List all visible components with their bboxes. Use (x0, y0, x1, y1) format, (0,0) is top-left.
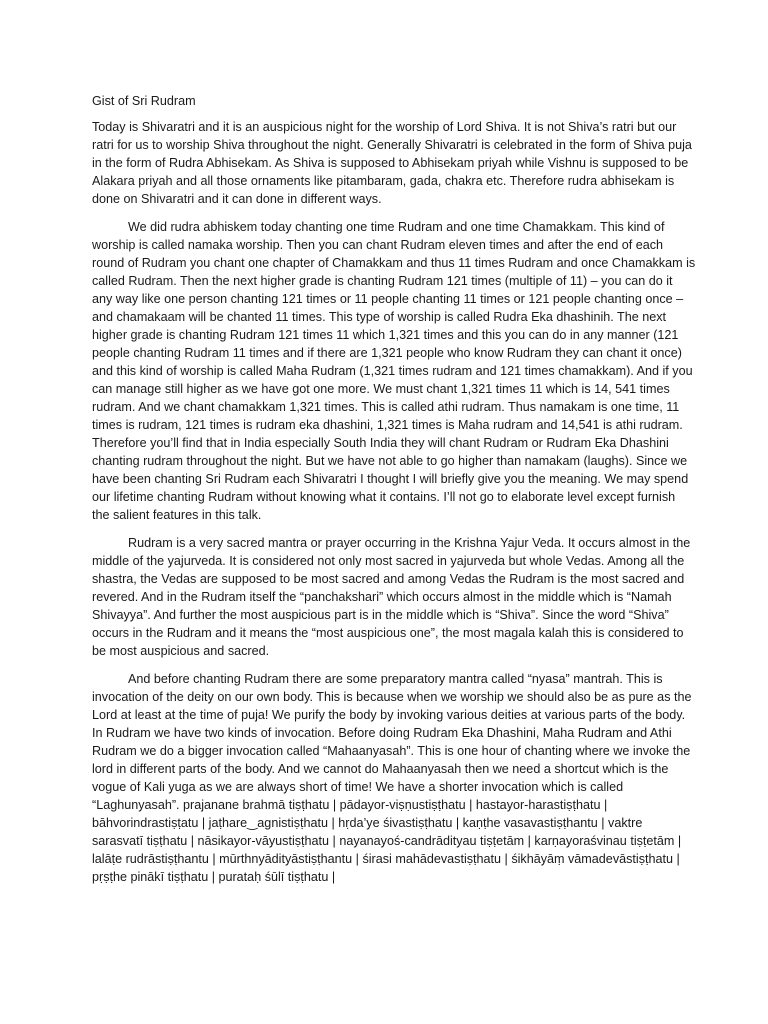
paragraph-intro: Today is Shivaratri and it is an auspicious night for the worship of Lord Shiva. It is not Shiva’s ratri but our ratri for us to worship Shiva throughout the night. Generally Shivaratri is celebrated in the form of Shiva puja in the form of Rudra Abhisekam. As Shiva is supposed to Abhisekam priyah while Vishnu is supposed to be Alakara priyah and all those ornaments like pitambaram, gada, chakra etc. Therefore rudra abhisekam is done on Shivaratri and it can done in different ways. (92, 120, 692, 206)
paragraph-sacred-mantra: Rudram is a very sacred mantra or prayer occurring in the Krishna Yajur Veda. It occurs almost in the middle of the yajurveda. It is considered not only most sacred in yajurveda but whole Vedas. Among all the shastra, the Vedas are supposed to be most sacred and among Vedas the Rudram is the most sacred and revered. And in the Rudram itself the “panchakshari” which occurs almost in the middle which is “Namah Shivayya”. And further the most auspicious part is in the middle which is “Shiva”. Since the word “Shiva” occurs in the Rudram and it means the “most auspicious one”, the most magala kalah this is considered to be most auspicious and sacred. (92, 536, 691, 658)
paragraph-worship-grades: We did rudra abhiskem today chanting one time Rudram and one time Chamakkam. This kind of worship is called namaka worship. Then you can chant Rudram eleven times and after the end of each round of Rudram you chant one chapter of Chamakkam and thus 11 times Rudram and once Chamakkam is called Rudram. Then the next higher grade is chanting Rudram 121 times (multiple of 11) – you can do it any way like one person chanting 121 times or 11 people chanting 11 times or 121 people chanting once – and chamakaam will be chanted 11 times. This type of worship is called Rudra Eka dhashinih. The next higher grade is chanting Rudram 121 times 11 which 1,321 times and this you can do in any manner (121 people chanting Rudram 11 times and if there are 1,321 people who know Rudram they can chant it once) and this kind of worship is called Maha Rudram (1,321 times rudram and 121 times chamakkam). And if you can manage still higher as we have got one more. We must chant 1,321 times 11 which is 14, 541 times rudram. And we chant chamakkam 1,321 times. This is called athi rudram. Thus namakam is one time, 11 times is rudram, 121 times is rudram eka dhashini, 1,321 times is Maha rudram and 14,541 is athi rudram. Therefore you’ll find that in India especially South India they will chant Rudram or Rudram Eka Dhashini chanting rudram throughout the night. But we have not able to go higher than namakam (laughs). Since we have been chanting Sri Rudram each Shivaratri I thought I will briefly give you the meaning. We may spend our lifetime chanting Rudram without knowing what it contains. I’ll not go to elaborate level except furnish the salient features in this talk. (92, 220, 696, 522)
document-title: Gist of Sri Rudram (92, 94, 196, 108)
paragraph-nyasa: And before chanting Rudram there are some preparatory mantra called “nyasa” mantrah. This is invocation of the deity on our own body. This is because when we worship we should also be as pure as the Lord at least at the time of puja! We purify the body by invoking various deities at various parts of the body. In Rudram we have two kinds of invocation. Before doing Rudram Eka Dhashini, Maha Rudram and Athi Rudram we do a bigger invocation called “Mahaanyasah”. This is one hour of chanting where we invoke the lord in different parts of the body. And we cannot do Mahaanyasah then we need a shortcut which is the vogue of Kali yuga as we are always short of time! We have a shorter invocation which is called “Laghunyasah”. prajanane brahmā tiṣṭhatu | pādayor-viṣṇustiṣṭhatu | hastayor-harastiṣṭhatu | bāhvorindrastiṣṭatu | jaṭhare‿agnistiṣṭhatu | hṛda’ye śivastiṣṭhatu | kaṇṭhe vasavastiṣṭhantu | vaktre sarasvatī tiṣṭhatu | nāsikayor-vāyustiṣṭhatu | nayanayoś-candrādityau tiṣṭetām | karṇayoraśvinau tiṣṭetām | lalāṭe rudrāstiṣṭhantu | mūrthnyādityāstiṣṭhantu | śirasi mahādevastiṣṭhatu | śikhāyāṃ vāmadevāstiṣṭhatu | pṛṣṭhe pinākī tiṣṭhatu | purataḥ śūlī tiṣṭhatu | (92, 672, 692, 884)
